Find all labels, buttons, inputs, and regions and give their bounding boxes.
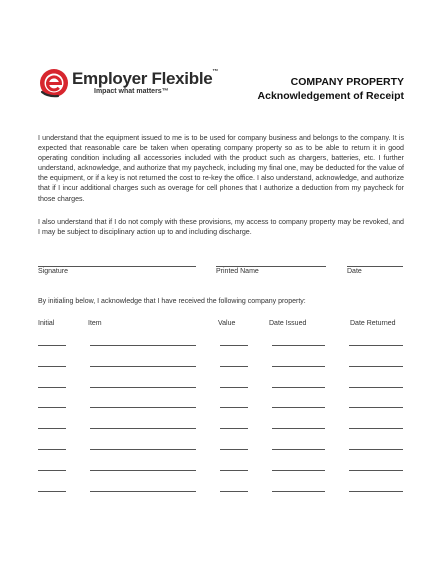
initial-line[interactable] bbox=[38, 407, 66, 408]
initial-line[interactable] bbox=[38, 449, 66, 450]
date-line[interactable] bbox=[347, 266, 403, 267]
date-returned-line[interactable] bbox=[349, 345, 403, 346]
printed-name-line[interactable] bbox=[216, 266, 326, 267]
document-subtitle: Acknowledgement of Receipt bbox=[257, 90, 404, 102]
value-line[interactable] bbox=[220, 470, 248, 471]
date-label: Date bbox=[347, 268, 362, 275]
date-issued-line[interactable] bbox=[272, 387, 325, 388]
terms-paragraph: I understand that the equipment issued to me is to be used for company business and belongs to the company. It is expected that reasonable care be taken when operating company property so as to be able to return it in good operating condition including all accessories included with the product such as chargers, batteries, etc. I further understand, acknowledge, and authorize that my paycheck, including my final one, may be deducted for the value of the equipment, or if a key is not returned the cost to re-key the office. I also understand, acknowledge, and authorize that if I incur additional charges such as overage for cell phones that I authorize a deduction from my paycheck for those charges. bbox=[38, 134, 404, 203]
item-line[interactable] bbox=[90, 407, 196, 408]
compliance-paragraph: I also understand that if I do not comply with these provisions, my access to company property may be revoked, and I may be subject to disciplinary action up to and including discharge. bbox=[38, 218, 404, 237]
initial-line[interactable] bbox=[38, 345, 66, 346]
logo-name: Employer Flexible™ bbox=[72, 69, 219, 88]
item-line[interactable] bbox=[90, 470, 196, 471]
value-line[interactable] bbox=[220, 407, 248, 408]
value-line[interactable] bbox=[220, 428, 248, 429]
printed-name-label: Printed Name bbox=[216, 268, 259, 275]
initial-line[interactable] bbox=[38, 428, 66, 429]
initial-line[interactable] bbox=[38, 387, 66, 388]
date-issued-line[interactable] bbox=[272, 345, 325, 346]
date-issued-line[interactable] bbox=[272, 470, 325, 471]
item-line[interactable] bbox=[90, 387, 196, 388]
item-line[interactable] bbox=[90, 366, 196, 367]
initial-line[interactable] bbox=[38, 470, 66, 471]
column-header-value: Value bbox=[218, 320, 236, 327]
item-line[interactable] bbox=[90, 491, 196, 492]
date-issued-line[interactable] bbox=[272, 449, 325, 450]
item-line[interactable] bbox=[90, 449, 196, 450]
date-returned-line[interactable] bbox=[349, 428, 403, 429]
column-header-date-returned: Date Returned bbox=[350, 320, 396, 327]
date-returned-line[interactable] bbox=[349, 407, 403, 408]
column-header-initial: Initial bbox=[38, 320, 55, 327]
value-line[interactable] bbox=[220, 449, 248, 450]
item-line[interactable] bbox=[90, 345, 196, 346]
date-returned-line[interactable] bbox=[349, 491, 403, 492]
document-title: COMPANY PROPERTY bbox=[290, 76, 404, 88]
date-issued-line[interactable] bbox=[272, 428, 325, 429]
signature-label: Signature bbox=[38, 268, 68, 275]
item-line[interactable] bbox=[90, 428, 196, 429]
signature-line[interactable] bbox=[38, 266, 196, 267]
logo-e-icon bbox=[38, 66, 72, 100]
date-issued-line[interactable] bbox=[272, 407, 325, 408]
initial-line[interactable] bbox=[38, 491, 66, 492]
value-line[interactable] bbox=[220, 491, 248, 492]
date-issued-line[interactable] bbox=[272, 491, 325, 492]
column-header-date-issued: Date Issued bbox=[269, 320, 307, 327]
value-line[interactable] bbox=[220, 345, 248, 346]
logo-tagline: Impact what matters™ bbox=[94, 88, 169, 95]
items-intro: By initialing below, I acknowledge that I have received the following company property: bbox=[38, 298, 306, 305]
date-returned-line[interactable] bbox=[349, 449, 403, 450]
value-line[interactable] bbox=[220, 387, 248, 388]
column-header-item: Item bbox=[88, 320, 102, 327]
date-returned-line[interactable] bbox=[349, 470, 403, 471]
date-issued-line[interactable] bbox=[272, 366, 325, 367]
value-line[interactable] bbox=[220, 366, 248, 367]
date-returned-line[interactable] bbox=[349, 387, 403, 388]
date-returned-line[interactable] bbox=[349, 366, 403, 367]
initial-line[interactable] bbox=[38, 366, 66, 367]
company-logo bbox=[38, 66, 238, 100]
